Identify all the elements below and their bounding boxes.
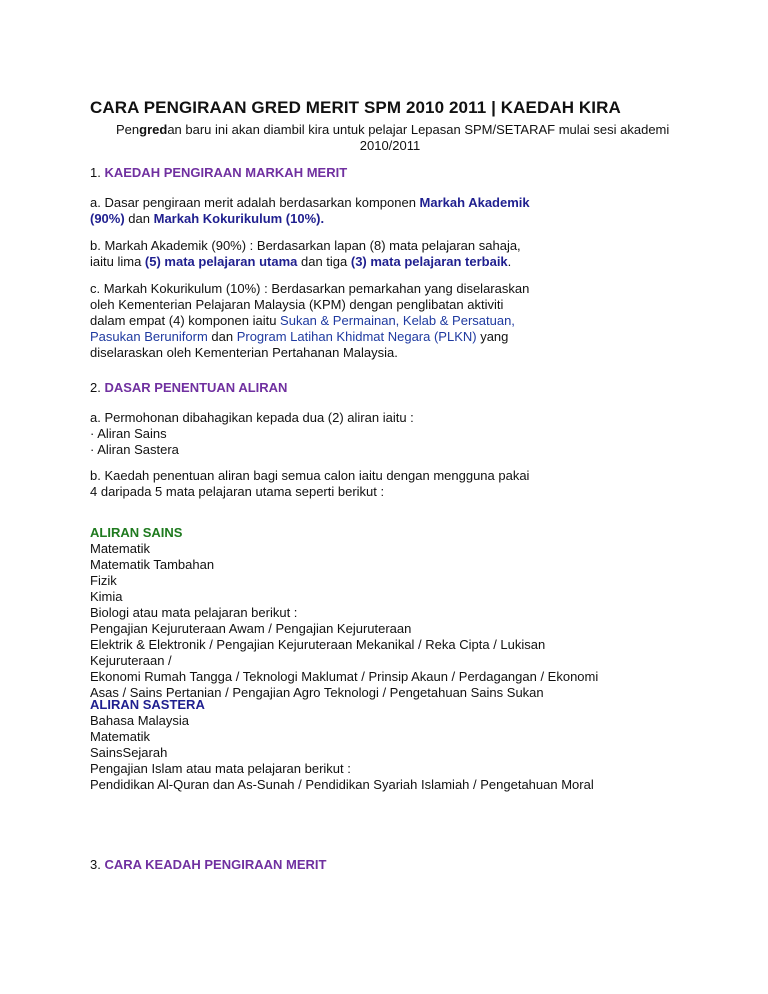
section-1-item-a xyxy=(90,195,530,227)
item-c-line-3-pre: dalam empat (4) komponen iaitu xyxy=(90,313,281,328)
section-1-number: 1. xyxy=(90,165,105,180)
section-1-item-b xyxy=(90,238,521,270)
item-c-line-4-end: yang xyxy=(476,329,509,344)
aliran-sains-heading: ALIRAN SAINS xyxy=(90,525,183,540)
section-2-title: DASAR PENENTUAN ALIRAN xyxy=(104,380,288,395)
section-1-item-c xyxy=(90,281,529,361)
section-2-a-line: a. Permohonan dibahagikan kepada dua (2) aliran iaitu : xyxy=(90,410,414,425)
sastera-subject: Bahasa Malaysia xyxy=(90,713,189,728)
percent-90-highlight: (90%) xyxy=(90,211,125,226)
intro-bold: gred xyxy=(139,122,168,137)
intro-line-1 xyxy=(90,122,690,138)
sastera-subject: Matematik xyxy=(90,729,150,744)
item-a-conj: dan xyxy=(124,211,154,226)
section-2-b-line-1: b. Kaedah penentuan aliran bagi semua calon iaitu dengan mengguna pakai xyxy=(90,468,530,483)
plkn-link: Program Latihan Khidmat Negara (PLKN) xyxy=(236,329,477,344)
sains-subject: Fizik xyxy=(90,573,117,588)
mata-pelajaran-terbaik-highlight: (3) mata pelajaran terbaik xyxy=(350,254,508,269)
section-2-heading xyxy=(90,380,287,396)
item-a-line-2 xyxy=(90,211,530,227)
section-1-title: KAEDAH PENGIRAAN MARKAH MERIT xyxy=(104,165,348,180)
aliran-sains-bullet: · Aliran Sains xyxy=(90,426,167,441)
markah-kokurikulum-highlight: Markah Kokurikulum (10%) xyxy=(153,211,321,226)
sains-subject: Pengajian Kejuruteraan Awam / Pengajian Kejuruteraan xyxy=(90,621,412,636)
item-b-pre: iaitu lima xyxy=(90,254,145,269)
item-a-text: a. Dasar pengiraan merit adalah berdasarkan komponen xyxy=(90,195,420,210)
mata-pelajaran-utama-highlight: (5) mata pelajaran utama xyxy=(144,254,298,269)
section-2-number: 2. xyxy=(90,380,105,395)
sains-subject: Kimia xyxy=(90,589,123,604)
item-a-line-1 xyxy=(90,195,530,211)
sains-subject: Asas / Sains Pertanian / Pengajian Agro Teknologi / Pengetahuan Sains Sukan xyxy=(90,685,544,700)
item-b-mid: dan tiga xyxy=(297,254,351,269)
intro-line-2: 2010/2011 xyxy=(359,138,421,153)
aliran-sastera-bullet: · Aliran Sastera xyxy=(90,442,179,457)
section-2-b-line-2: 4 daripada 5 mata pelajaran utama seperti berikut : xyxy=(90,484,385,499)
pasukan-beruniform-link: Pasukan Beruniform xyxy=(90,329,208,344)
item-c-line-3 xyxy=(90,313,529,329)
page-title: CARA PENGIRAAN GRED MERIT SPM 2010 2011 | KAEDAH KIRA xyxy=(90,98,621,117)
section-3-title: CARA KEADAH PENGIRAAN MERIT xyxy=(104,857,327,872)
aliran-sastera-block xyxy=(90,697,594,793)
intro-post: an baru ini akan diambil kira untuk pelajar Lepasan SPM/SETARAF mulai sesi akademi xyxy=(167,122,670,137)
sains-subject: Elektrik & Elektronik / Pengajian Kejuruteraan Mekanikal / Reka Cipta / Lukisan xyxy=(90,637,546,652)
sains-subject: Matematik Tambahan xyxy=(90,557,215,572)
item-b-period: . xyxy=(507,254,512,269)
item-c-line-1: c. Markah Kokurikulum (10%) : Berdasarkan pemarkahan yang diselaraskan xyxy=(90,281,530,296)
section-3-heading xyxy=(90,857,326,873)
sains-subject: Matematik xyxy=(90,541,150,556)
section-2-item-a xyxy=(90,410,414,458)
item-b-line-1: b. Markah Akademik (90%) : Berdasarkan lapan (8) mata pelajaran sahaja, xyxy=(90,238,521,253)
sains-subject: Ekonomi Rumah Tangga / Teknologi Maklumat / Prinsip Akaun / Perdagangan / Ekonomi xyxy=(90,669,599,684)
sukan-kelab-link: Sukan & Permainan, Kelab & Persatuan, xyxy=(280,313,515,328)
markah-akademik-highlight: Markah Akademik xyxy=(419,195,530,210)
item-c-line-4 xyxy=(90,329,529,345)
sastera-subject: SainsSejarah xyxy=(90,745,168,760)
sains-subject: Kejuruteraan / xyxy=(90,653,172,668)
section-1-heading xyxy=(90,165,347,181)
section-3-number: 3. xyxy=(90,857,105,872)
sastera-subject: Pendidikan Al-Quran dan As-Sunah / Pendidikan Syariah Islamiah / Pengetahuan Moral xyxy=(90,777,594,792)
aliran-sains-block xyxy=(90,525,598,701)
intro-paragraph xyxy=(90,122,690,154)
intro-pre: Pen xyxy=(116,122,140,137)
sains-subject: Biologi atau mata pelajaran berikut : xyxy=(90,605,298,620)
item-c-line-5: diselaraskan oleh Kementerian Pertahanan Malaysia. xyxy=(90,345,398,360)
aliran-sastera-heading: ALIRAN SASTERA xyxy=(90,697,205,712)
item-a-period: . xyxy=(320,211,325,226)
item-c-line-2: oleh Kementerian Pelajaran Malaysia (KPM) dengan penglibatan aktiviti xyxy=(90,297,504,312)
item-b-line-2 xyxy=(90,254,521,270)
section-2-item-b xyxy=(90,468,529,500)
item-c-line-4-mid: dan xyxy=(207,329,237,344)
sastera-subject: Pengajian Islam atau mata pelajaran berikut : xyxy=(90,761,351,776)
